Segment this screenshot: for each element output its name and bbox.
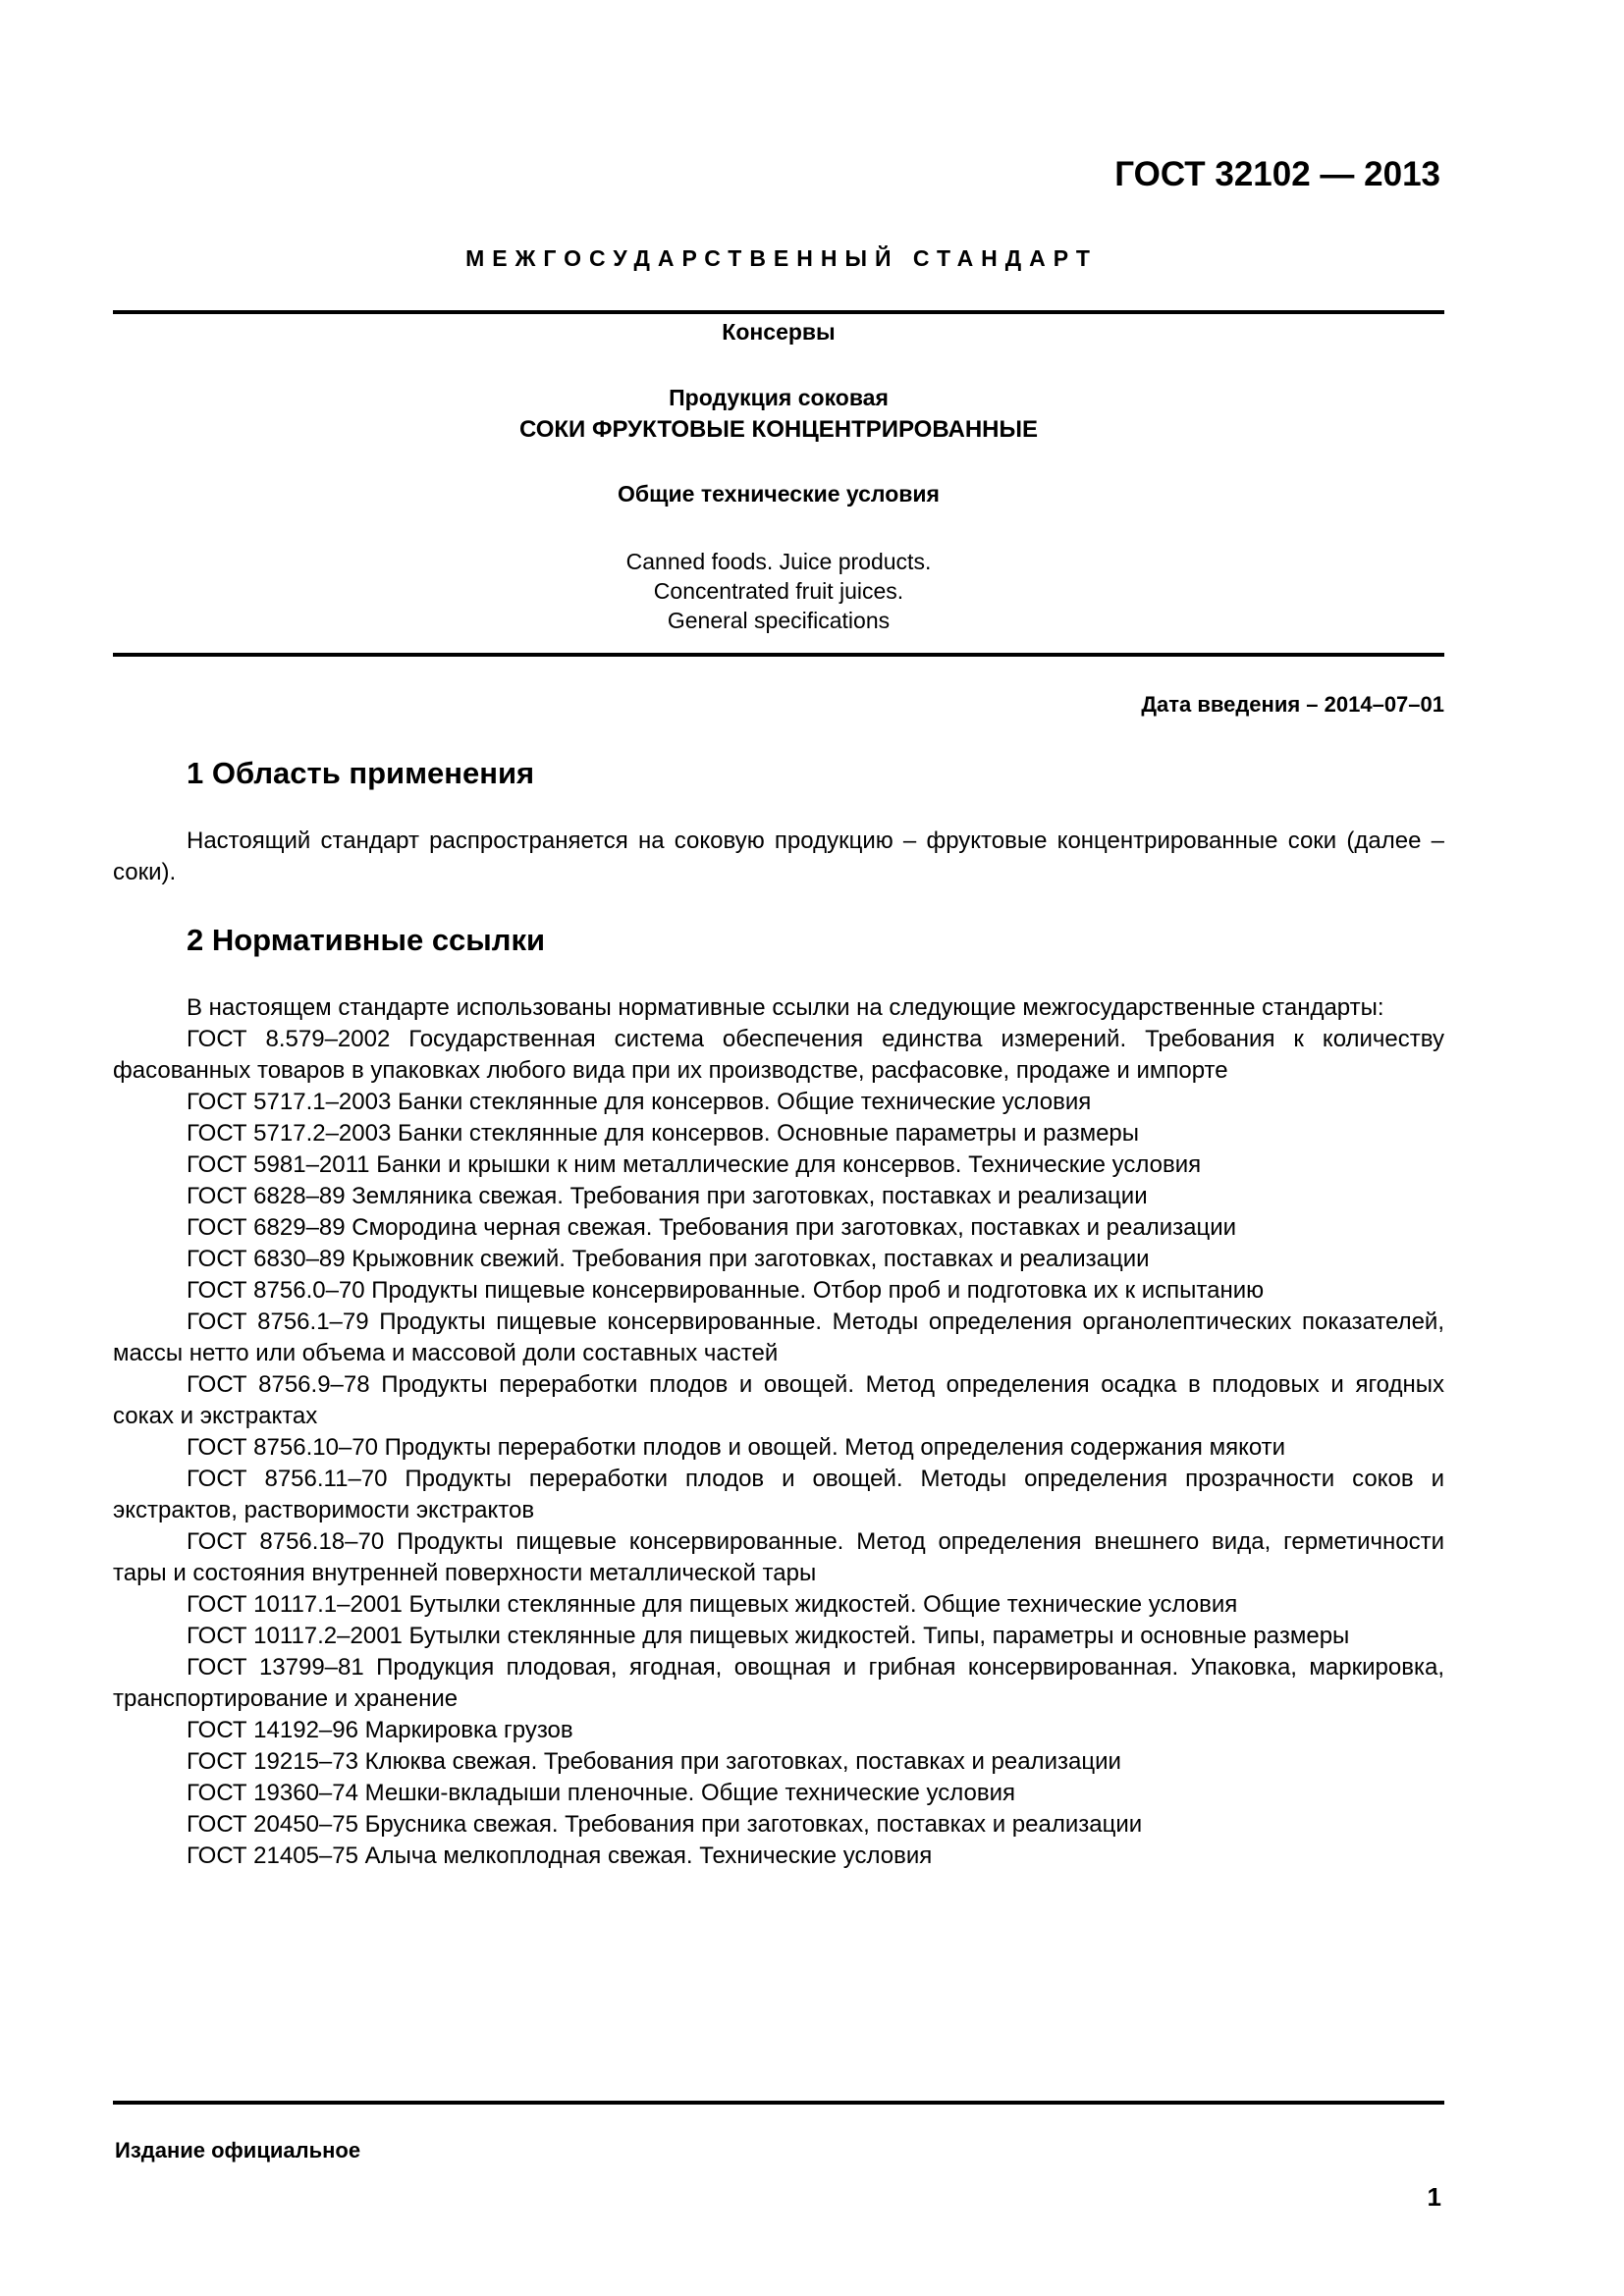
middle-rule <box>113 653 1444 657</box>
title-english-line: Concentrated fruit juices. <box>653 578 904 604</box>
reference-item: ГОСТ 10117.1–2001 Бутылки стеклянные для пищевых жидкостей. Общие технические условия <box>187 1591 1238 1618</box>
section-1-body <box>113 826 1444 888</box>
title-subtitle: Продукция соковая <box>669 385 889 410</box>
reference-item: ГОСТ 10117.2–2001 Бутылки стеклянные для пищевых жидкостей. Типы, параметры и основные размеры <box>187 1623 1350 1649</box>
title-category: Консервы <box>722 319 836 345</box>
reference-item: ГОСТ 8.579–2002 Государственная система обеспечения единства измерений. Требования к количеству фасованных товаров в упаковках любого вида при их производстве, расфасовке, продаже и импорте <box>113 1026 1444 1084</box>
page-number: 1 <box>1427 2182 1441 2212</box>
reference-item: ГОСТ 14192–96 Маркировка грузов <box>187 1717 573 1743</box>
introduction-date: Дата введения – 2014–07–01 <box>1141 692 1444 717</box>
reference-item: ГОСТ 6829–89 Смородина черная свежая. Требования при заготовках, поставках и реализации <box>187 1214 1237 1241</box>
reference-item: ГОСТ 6830–89 Крыжовник свежий. Требования при заготовках, поставках и реализации <box>187 1246 1150 1272</box>
title-main: СОКИ ФРУКТОВЫЕ КОНЦЕНТРИРОВАННЫЕ <box>519 416 1038 443</box>
reference-item: ГОСТ 5717.2–2003 Банки стеклянные для консервов. Основные параметры и размеры <box>187 1120 1140 1147</box>
title-spec: Общие технические условия <box>618 481 940 507</box>
section-2-intro: В настоящем стандарте использованы нормативные ссылки на следующие межгосударственные стандарты: <box>187 994 1384 1021</box>
section-1-title: 1 Область применения <box>187 756 535 790</box>
title-english-line: General specifications <box>667 608 891 633</box>
reference-item: ГОСТ 19360–74 Мешки-вкладыши пленочные. Общие технические условия <box>187 1780 1016 1806</box>
reference-item: ГОСТ 13799–81 Продукция плодовая, ягодная, овощная и грибная консервированная. Упаковка, маркировка, транспортирование и хранение <box>113 1654 1444 1712</box>
section-2-body <box>113 992 1444 1872</box>
reference-item: ГОСТ 8756.1–79 Продукты пищевые консервированные. Методы определения органолептических показателей, массы нетто или объема и массовой доли составных частей <box>113 1308 1444 1366</box>
reference-item: ГОСТ 21405–75 Алыча мелкоплодная свежая. Технические условия <box>187 1842 933 1869</box>
reference-item: ГОСТ 8756.9–78 Продукты переработки плодов и овощей. Метод определения осадка в плодовых и ягодных соках и экстрактах <box>113 1371 1444 1429</box>
bottom-rule <box>113 2101 1444 2105</box>
reference-item: ГОСТ 8756.10–70 Продукты переработки плодов и овощей. Метод определения содержания мякоти <box>187 1434 1286 1461</box>
reference-item: ГОСТ 20450–75 Брусника свежая. Требования при заготовках, поставках и реализации <box>187 1811 1143 1838</box>
document-code: ГОСТ 32102 — 2013 <box>1114 155 1440 193</box>
title-english <box>113 547 1444 635</box>
standard-type: МЕЖГОСУДАРСТВЕННЫЙ СТАНДАРТ <box>465 245 1098 271</box>
reference-item: ГОСТ 5717.1–2003 Банки стеклянные для консервов. Общие технические условия <box>187 1089 1092 1115</box>
official-edition-note: Издание официальное <box>115 2138 361 2163</box>
top-rule <box>113 310 1444 314</box>
reference-item: ГОСТ 6828–89 Земляника свежая. Требования при заготовках, поставках и реализации <box>187 1183 1148 1209</box>
reference-item: ГОСТ 5981–2011 Банки и крышки к ним металлические для консервов. Технические условия <box>187 1151 1202 1178</box>
section-2-title: 2 Нормативные ссылки <box>187 923 546 957</box>
reference-item: ГОСТ 19215–73 Клюква свежая. Требования при заготовках, поставках и реализации <box>187 1748 1121 1775</box>
reference-item: ГОСТ 8756.18–70 Продукты пищевые консервированные. Метод определения внешнего вида, герметичности тары и состояния внутренней поверхности металлической тары <box>113 1528 1444 1586</box>
title-english-line: Canned foods. Juice products. <box>625 549 932 574</box>
reference-item: ГОСТ 8756.0–70 Продукты пищевые консервированные. Отбор проб и подготовка их к испытанию <box>187 1277 1265 1304</box>
reference-item: ГОСТ 8756.11–70 Продукты переработки плодов и овощей. Методы определения прозрачности соков и экстрактов, растворимости экстрактов <box>113 1466 1444 1523</box>
section-1-paragraph: Настоящий стандарт распространяется на соковую продукцию – фруктовые концентрированные соки (далее – соки). <box>113 828 1444 885</box>
